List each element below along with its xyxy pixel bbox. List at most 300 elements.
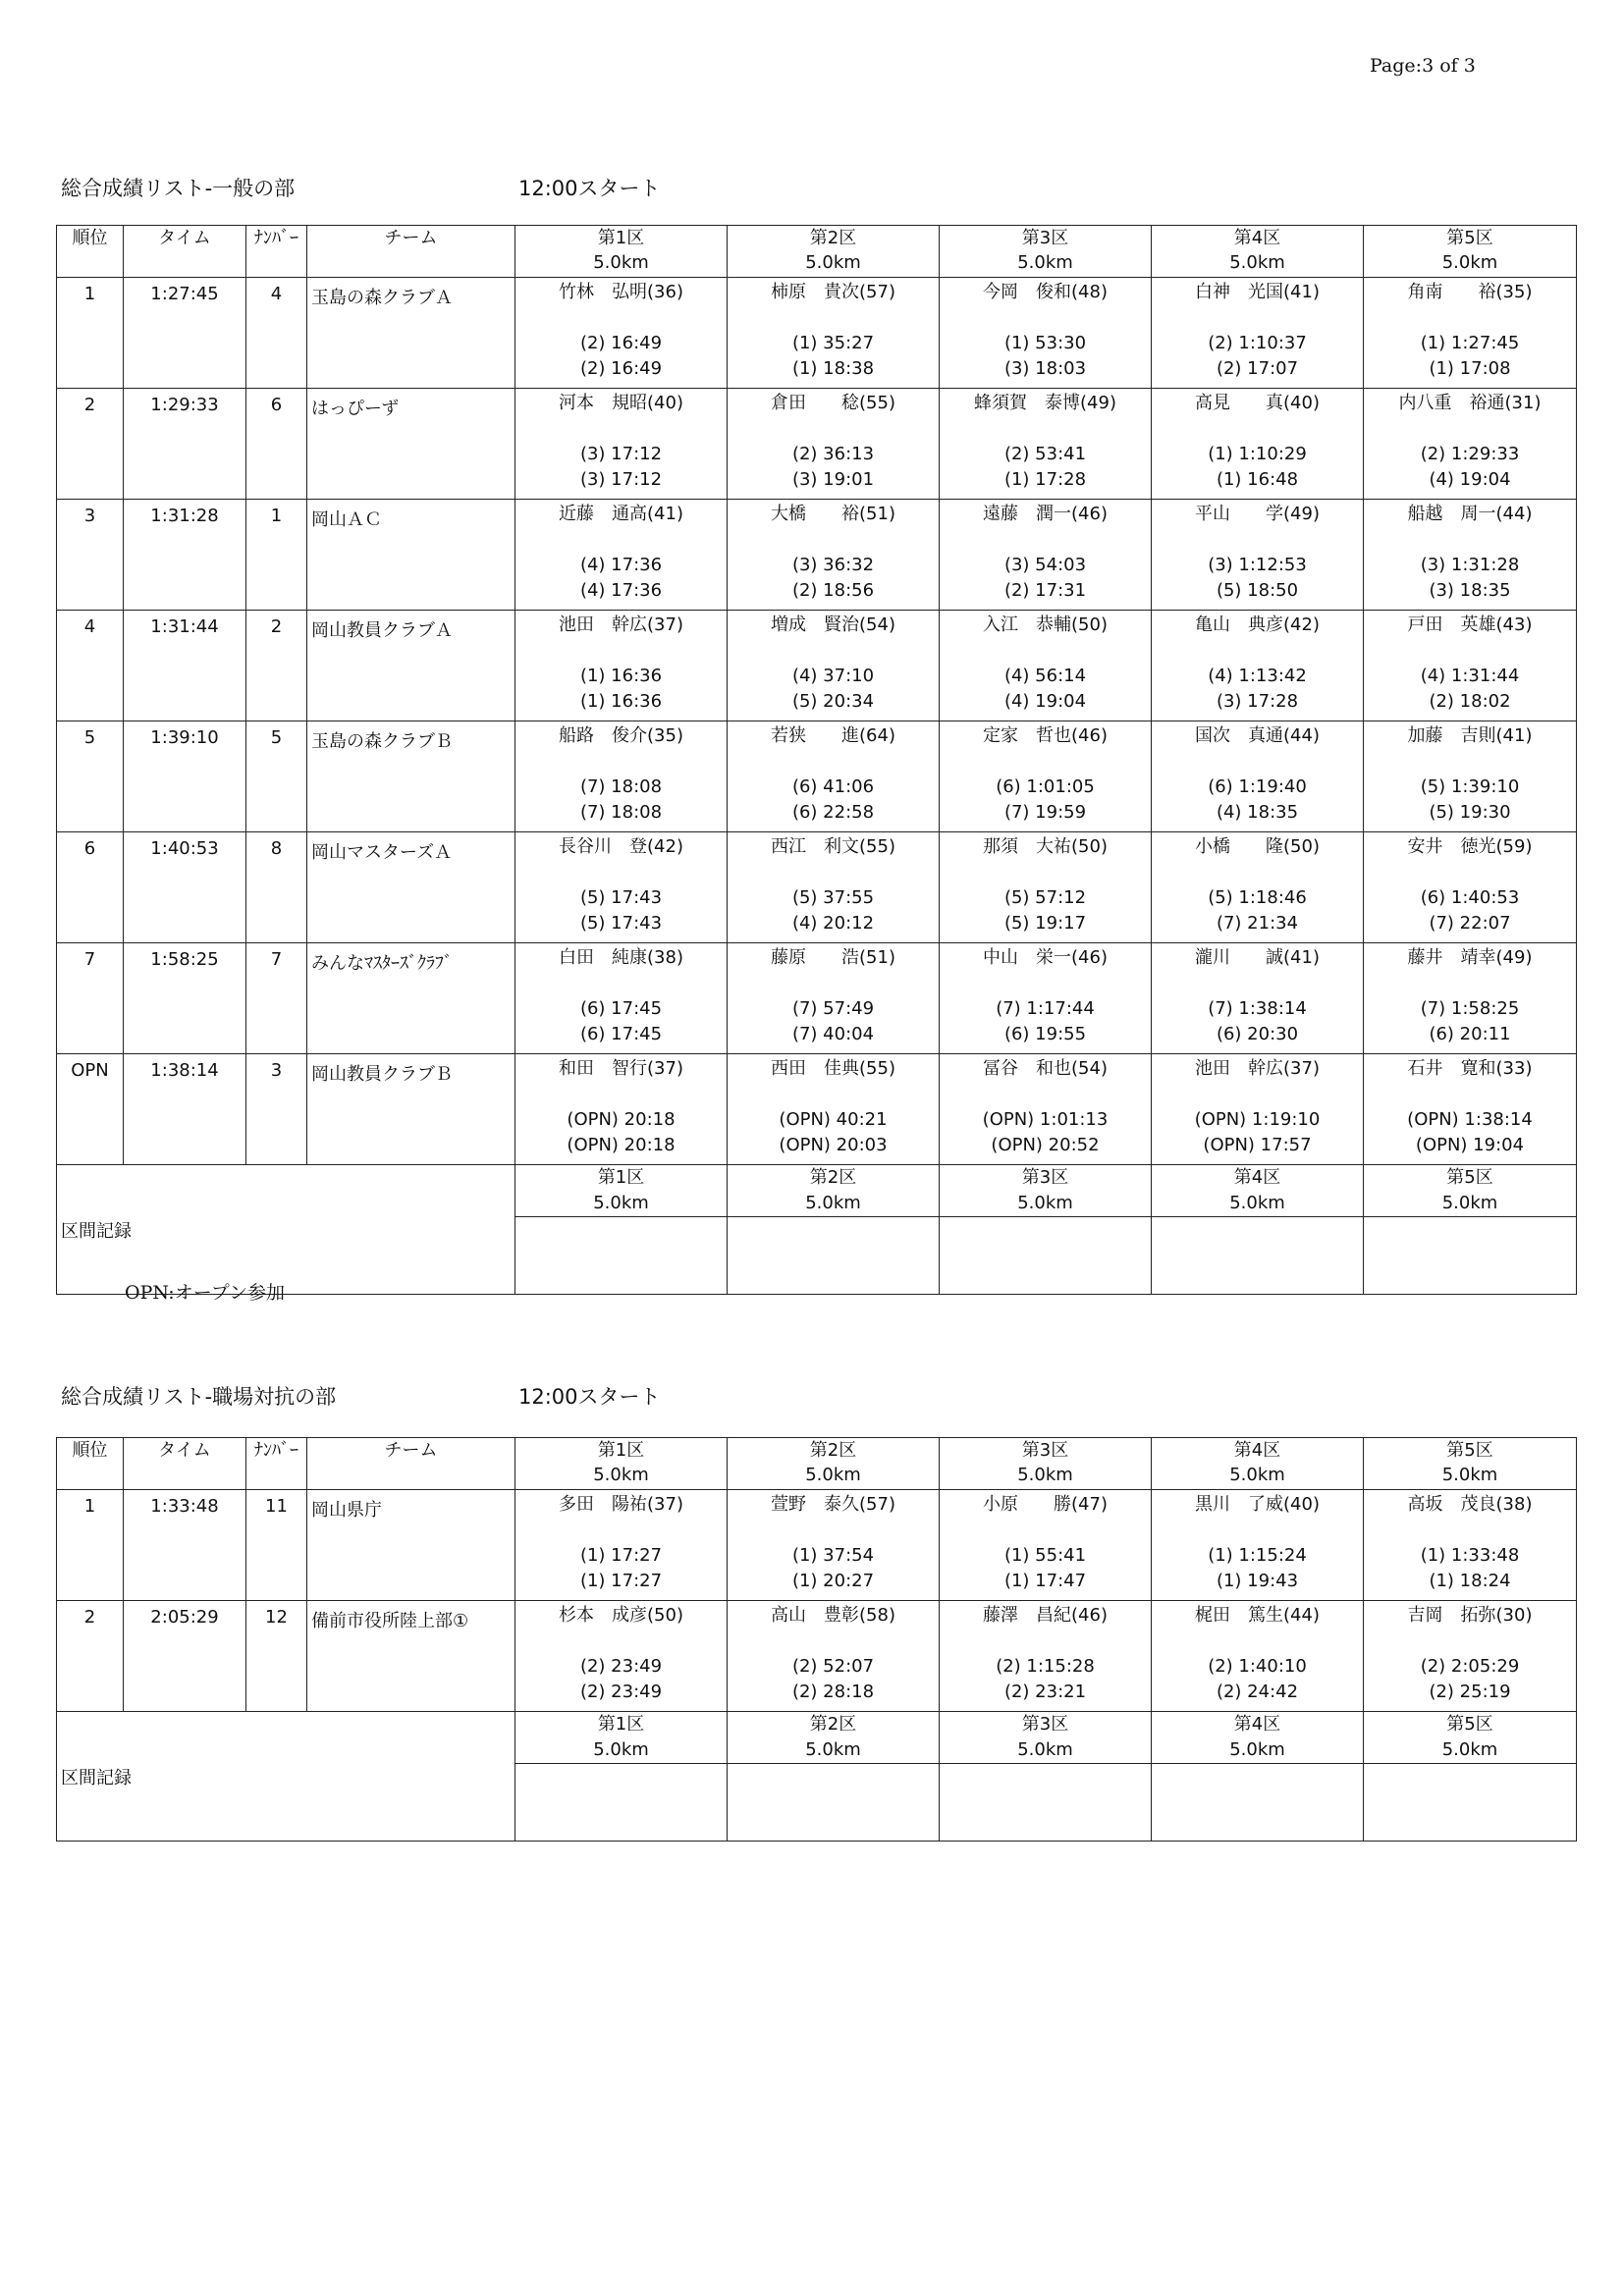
runner-name: 加藤 吉則(41) <box>1407 725 1533 746</box>
split-time: (4) 17:36 <box>579 580 663 601</box>
split-time: (2) 17:31 <box>1003 580 1087 601</box>
leg-name: 第5区 <box>1446 1440 1493 1461</box>
leg-distance: 5.0km <box>805 1465 861 1485</box>
leg-name: 第4区 <box>1233 1440 1281 1461</box>
runner-name: 近藤 通高(41) <box>559 504 683 524</box>
runner-name: 蜂須賀 泰博(49) <box>974 393 1116 413</box>
cumulative-time: (OPN) 20:18 <box>567 1109 676 1130</box>
split-time: (2) 18:02 <box>1429 691 1511 712</box>
leg-distance: 5.0km <box>1229 1465 1285 1485</box>
cumulative-time: (5) 1:39:10 <box>1420 776 1520 797</box>
runner-name: 戸田 英雄(43) <box>1407 614 1533 635</box>
leg-name: 第1区 <box>597 1714 645 1735</box>
runner-name: 藤井 靖幸(49) <box>1407 947 1533 968</box>
cumulative-time: (6) 17:45 <box>579 998 663 1019</box>
leg-name: 第1区 <box>597 1440 645 1461</box>
split-time: (OPN) 17:57 <box>1203 1135 1312 1155</box>
split-time: (3) 17:28 <box>1216 691 1299 712</box>
runner-name: 西田 佳典(55) <box>771 1058 895 1079</box>
header-team: チーム <box>307 226 515 278</box>
cumulative-time: (1) 17:27 <box>579 1545 663 1566</box>
runner-name: 高山 豊彰(58) <box>771 1605 895 1626</box>
section-record-label: 区間記録 <box>57 1712 515 1842</box>
leg-cell <box>940 1601 1152 1712</box>
split-time: (7) 18:08 <box>579 802 663 823</box>
runner-name: 白田 純康(38) <box>559 947 683 968</box>
leg-cell <box>1364 1601 1577 1712</box>
leg-name: 第4区 <box>1233 1714 1281 1735</box>
total-time-cell: 1:31:28 <box>124 500 246 611</box>
leg-distance: 5.0km <box>593 1739 649 1760</box>
leg-cell <box>515 1601 728 1712</box>
header-leg-5 <box>1364 1438 1577 1490</box>
runner-name: 内八重 裕通(31) <box>1398 393 1542 413</box>
table-row <box>57 1054 1577 1165</box>
leg-distance: 5.0km <box>1017 1465 1073 1485</box>
record-leg-header-2 <box>728 1165 940 1217</box>
record-cell-1 <box>515 1217 728 1295</box>
leg-distance: 5.0km <box>1441 1465 1498 1485</box>
runner-name: 石井 寛和(33) <box>1407 1058 1533 1079</box>
leg-cell <box>940 611 1152 721</box>
record-cell-3 <box>940 1764 1152 1842</box>
leg-cell <box>940 278 1152 389</box>
split-time: (7) 19:59 <box>1003 802 1087 823</box>
leg-distance: 5.0km <box>593 1193 649 1213</box>
split-time: (7) 22:07 <box>1429 913 1511 934</box>
results-table-general <box>56 225 1577 1295</box>
leg-distance: 5.0km <box>1229 1739 1285 1760</box>
cumulative-time: (3) 54:03 <box>1003 555 1087 575</box>
cumulative-time: (4) 1:31:44 <box>1420 666 1520 686</box>
header-row <box>57 226 1577 278</box>
leg-name: 第2区 <box>809 1714 857 1735</box>
team-cell: 岡山教員クラブＢ <box>307 1054 515 1165</box>
team-cell: はっぴーず <box>307 389 515 500</box>
leg-cell <box>940 1490 1152 1601</box>
leg-cell <box>515 611 728 721</box>
split-time: (OPN) 20:03 <box>779 1135 888 1155</box>
split-time: (1) 17:47 <box>1003 1571 1087 1591</box>
cumulative-time: (2) 2:05:29 <box>1420 1656 1520 1677</box>
cumulative-time: (4) 37:10 <box>791 666 875 686</box>
team-cell: 岡山県庁 <box>307 1490 515 1601</box>
header-leg-2 <box>728 1438 940 1490</box>
leg-cell <box>728 1490 940 1601</box>
runner-name: 西江 利文(55) <box>771 836 895 857</box>
table-row <box>57 611 1577 721</box>
leg-cell <box>515 278 728 389</box>
runner-name: 藤原 浩(51) <box>771 947 895 968</box>
split-time: (4) 20:12 <box>791 913 875 934</box>
table-row <box>57 389 1577 500</box>
split-time: (1) 18:38 <box>791 358 875 379</box>
runner-name: 白神 光国(41) <box>1195 282 1320 302</box>
cumulative-time: (OPN) 1:01:13 <box>982 1109 1109 1130</box>
rank-cell: 2 <box>57 389 124 500</box>
cumulative-time: (6) 41:06 <box>791 776 875 797</box>
header-leg-3 <box>940 226 1152 278</box>
leg-distance: 5.0km <box>1017 1193 1073 1213</box>
cumulative-time: (2) 16:49 <box>579 333 663 353</box>
runner-name: 河本 規昭(40) <box>559 393 683 413</box>
runner-name: 若狭 進(64) <box>771 725 895 746</box>
leg-cell <box>1364 943 1577 1054</box>
leg-distance: 5.0km <box>1229 252 1285 273</box>
leg-name: 第3区 <box>1021 1440 1069 1461</box>
leg-cell <box>728 832 940 943</box>
runner-name: 柿原 貴次(57) <box>771 282 895 302</box>
cumulative-time: (3) 36:32 <box>791 555 875 575</box>
split-time: (1) 17:28 <box>1003 469 1087 490</box>
split-time: (6) 20:11 <box>1429 1024 1511 1044</box>
runner-name: 瀧川 誠(41) <box>1195 947 1320 968</box>
leg-distance: 5.0km <box>593 252 649 273</box>
leg-distance: 5.0km <box>1441 252 1498 273</box>
leg-cell <box>1152 278 1364 389</box>
cumulative-time: (7) 1:58:25 <box>1420 998 1520 1019</box>
leg-cell <box>1364 500 1577 611</box>
runner-name: 杉本 成彦(50) <box>559 1605 683 1626</box>
split-time: (6) 19:55 <box>1003 1024 1087 1044</box>
table-row <box>57 1490 1577 1601</box>
split-time: (4) 18:35 <box>1216 802 1299 823</box>
section-title-general: 総合成績リスト-一般の部 <box>61 177 296 200</box>
split-time: (4) 19:04 <box>1429 469 1511 490</box>
header-time: タイム <box>124 226 246 278</box>
leg-cell <box>515 1054 728 1165</box>
leg-cell <box>940 500 1152 611</box>
split-time: (5) 19:30 <box>1429 802 1511 823</box>
cumulative-time: (2) 1:15:28 <box>996 1656 1095 1677</box>
runner-name: 船路 俊介(35) <box>559 725 683 746</box>
section-record-label: 区間記録 <box>57 1165 515 1295</box>
runner-name: 亀山 典彦(42) <box>1195 614 1320 635</box>
table-row <box>57 832 1577 943</box>
results-table-workplace <box>56 1437 1577 1842</box>
page-number: Page:3 of 3 <box>1370 55 1476 77</box>
split-time: (5) 20:34 <box>791 691 875 712</box>
cumulative-time: (7) 1:17:44 <box>996 998 1095 1019</box>
leg-cell <box>940 832 1152 943</box>
leg-cell <box>940 943 1152 1054</box>
leg-cell <box>1152 943 1364 1054</box>
record-leg-header-2 <box>728 1712 940 1764</box>
record-leg-header-5 <box>1364 1712 1577 1764</box>
header-leg-4 <box>1152 1438 1364 1490</box>
runner-name: 冨谷 和也(54) <box>983 1058 1108 1079</box>
leg-name: 第2区 <box>809 1440 857 1461</box>
leg-cell <box>1152 500 1364 611</box>
section-record-header-row <box>57 1712 1577 1764</box>
leg-cell <box>1364 389 1577 500</box>
runner-name: 池田 幹広(37) <box>559 614 683 635</box>
header-leg-2 <box>728 226 940 278</box>
section-start-workplace: 12:00スタート <box>518 1385 661 1409</box>
split-time: (6) 22:58 <box>791 802 875 823</box>
leg-cell <box>1152 389 1364 500</box>
header-row <box>57 1438 1577 1490</box>
bib-number-cell: 12 <box>246 1601 307 1712</box>
cumulative-time: (2) 52:07 <box>791 1656 875 1677</box>
leg-cell <box>515 500 728 611</box>
runner-name: 入江 恭輔(50) <box>983 614 1108 635</box>
table-row <box>57 500 1577 611</box>
cumulative-time: (7) 18:08 <box>579 776 663 797</box>
runner-name: 倉田 稔(55) <box>771 393 895 413</box>
cumulative-time: (1) 1:27:45 <box>1420 333 1520 353</box>
leg-cell <box>515 1490 728 1601</box>
record-leg-header-1 <box>515 1712 728 1764</box>
leg-name: 第3区 <box>1021 228 1069 248</box>
record-cell-2 <box>728 1764 940 1842</box>
header-rank: 順位 <box>57 226 124 278</box>
team-cell: 玉島の森クラブＡ <box>307 278 515 389</box>
header-team: チーム <box>307 1438 515 1490</box>
leg-cell <box>728 278 940 389</box>
cumulative-time: (1) 1:15:24 <box>1208 1545 1307 1566</box>
header-leg-4 <box>1152 226 1364 278</box>
cumulative-time: (1) 1:33:48 <box>1420 1545 1520 1566</box>
split-time: (OPN) 19:04 <box>1415 1135 1525 1155</box>
cumulative-time: (2) 53:41 <box>1003 444 1087 464</box>
header-leg-5 <box>1364 226 1577 278</box>
cumulative-time: (4) 1:13:42 <box>1208 666 1307 686</box>
record-cell-5 <box>1364 1764 1577 1842</box>
leg-cell <box>1364 611 1577 721</box>
rank-cell: OPN <box>57 1054 124 1165</box>
record-cell-5 <box>1364 1217 1577 1295</box>
section-record-header-row <box>57 1165 1577 1217</box>
cumulative-time: (7) 1:38:14 <box>1208 998 1307 1019</box>
cumulative-time: (1) 53:30 <box>1003 333 1087 353</box>
split-time: (6) 20:30 <box>1216 1024 1299 1044</box>
leg-cell <box>1152 1601 1364 1712</box>
cumulative-time: (1) 35:27 <box>791 333 875 353</box>
team-cell: 玉島の森クラブＢ <box>307 721 515 832</box>
runner-name: 多田 陽祐(37) <box>559 1494 683 1515</box>
leg-cell <box>1364 721 1577 832</box>
team-cell: 岡山マスターズＡ <box>307 832 515 943</box>
split-time: (OPN) 20:52 <box>991 1135 1100 1155</box>
split-time: (5) 17:43 <box>579 913 663 934</box>
runner-name: 那須 大祐(50) <box>983 836 1108 857</box>
runner-name: 黒川 了威(40) <box>1195 1494 1320 1515</box>
bib-number-cell: 3 <box>246 1054 307 1165</box>
runner-name: 今岡 俊和(48) <box>983 282 1108 302</box>
leg-cell <box>728 721 940 832</box>
header-rank: 順位 <box>57 1438 124 1490</box>
leg-name: 第5区 <box>1446 1167 1493 1188</box>
cumulative-time: (3) 17:12 <box>579 444 663 464</box>
cumulative-time: (OPN) 40:21 <box>779 1109 888 1130</box>
runner-name: 大橋 裕(51) <box>771 504 895 524</box>
split-time: (1) 20:27 <box>791 1571 875 1591</box>
rank-cell: 6 <box>57 832 124 943</box>
runner-name: 定家 哲也(46) <box>983 725 1108 746</box>
runner-name: 角南 裕(35) <box>1407 282 1533 302</box>
bib-number-cell: 4 <box>246 278 307 389</box>
split-time: (2) 23:49 <box>579 1682 663 1702</box>
leg-distance: 5.0km <box>1017 1739 1073 1760</box>
section-start-general: 12:00スタート <box>518 177 661 200</box>
leg-cell <box>1152 611 1364 721</box>
runner-name: 中山 栄一(46) <box>983 947 1108 968</box>
cumulative-time: (5) 57:12 <box>1003 887 1087 908</box>
header-number: ﾅﾝﾊﾞｰ <box>246 1438 307 1490</box>
cumulative-time: (2) 23:49 <box>579 1656 663 1677</box>
cumulative-time: (3) 1:31:28 <box>1420 555 1520 575</box>
runner-name: 池田 幹広(37) <box>1195 1058 1320 1079</box>
record-leg-header-4 <box>1152 1165 1364 1217</box>
leg-distance: 5.0km <box>1017 252 1073 273</box>
leg-cell <box>728 1054 940 1165</box>
runner-name: 遠藤 潤一(46) <box>983 504 1108 524</box>
record-leg-header-1 <box>515 1165 728 1217</box>
cumulative-time: (6) 1:19:40 <box>1208 776 1307 797</box>
leg-cell <box>940 389 1152 500</box>
total-time-cell: 1:31:44 <box>124 611 246 721</box>
split-time: (1) 16:36 <box>579 691 663 712</box>
leg-cell <box>1364 1490 1577 1601</box>
split-time: (1) 19:43 <box>1216 1571 1299 1591</box>
leg-name: 第4区 <box>1233 1167 1281 1188</box>
split-time: (6) 17:45 <box>579 1024 663 1044</box>
split-time: (1) 18:24 <box>1429 1571 1511 1591</box>
cumulative-time: (OPN) 1:19:10 <box>1194 1109 1321 1130</box>
total-time-cell: 1:39:10 <box>124 721 246 832</box>
runner-name: 小橋 隆(50) <box>1195 836 1320 857</box>
runner-name: 萱野 泰久(57) <box>771 1494 895 1515</box>
leg-name: 第3区 <box>1021 1714 1069 1735</box>
cumulative-time: (2) 36:13 <box>791 444 875 464</box>
split-time: (3) 18:35 <box>1429 580 1511 601</box>
record-leg-header-3 <box>940 1165 1152 1217</box>
cumulative-time: (1) 55:41 <box>1003 1545 1087 1566</box>
rank-cell: 7 <box>57 943 124 1054</box>
leg-cell <box>515 832 728 943</box>
leg-cell <box>728 500 940 611</box>
split-time: (3) 19:01 <box>791 469 875 490</box>
split-time: (1) 17:27 <box>579 1571 663 1591</box>
runner-name: 吉岡 拓弥(30) <box>1407 1605 1533 1626</box>
runner-name: 小原 勝(47) <box>983 1494 1108 1515</box>
leg-name: 第2区 <box>809 228 857 248</box>
leg-cell <box>728 943 940 1054</box>
total-time-cell: 1:58:25 <box>124 943 246 1054</box>
cumulative-time: (1) 16:36 <box>579 666 663 686</box>
rank-cell: 1 <box>57 1490 124 1601</box>
leg-name: 第3区 <box>1021 1167 1069 1188</box>
leg-cell <box>728 1601 940 1712</box>
leg-distance: 5.0km <box>805 252 861 273</box>
split-time: (2) 28:18 <box>791 1682 875 1702</box>
runner-name: 長谷川 登(42) <box>559 836 683 857</box>
split-time: (4) 19:04 <box>1003 691 1087 712</box>
rank-cell: 1 <box>57 278 124 389</box>
cumulative-time: (5) 1:18:46 <box>1208 887 1307 908</box>
header-number: ﾅﾝﾊﾞｰ <box>246 226 307 278</box>
leg-cell <box>1364 832 1577 943</box>
cumulative-time: (2) 1:10:37 <box>1208 333 1307 353</box>
split-time: (2) 24:42 <box>1216 1682 1299 1702</box>
leg-cell <box>515 389 728 500</box>
rank-cell: 5 <box>57 721 124 832</box>
leg-distance: 5.0km <box>1441 1193 1498 1213</box>
leg-cell <box>1364 278 1577 389</box>
header-leg-1 <box>515 1438 728 1490</box>
leg-cell <box>940 1054 1152 1165</box>
leg-distance: 5.0km <box>593 1465 649 1485</box>
cumulative-time: (6) 1:40:53 <box>1420 887 1520 908</box>
runner-name: 船越 周一(44) <box>1407 504 1533 524</box>
leg-name: 第5区 <box>1446 1714 1493 1735</box>
total-time-cell: 1:38:14 <box>124 1054 246 1165</box>
cumulative-time: (2) 1:29:33 <box>1420 444 1520 464</box>
runner-name: 安井 徳光(59) <box>1407 836 1533 857</box>
bib-number-cell: 2 <box>246 611 307 721</box>
rank-cell: 2 <box>57 1601 124 1712</box>
leg-name: 第1区 <box>597 228 645 248</box>
record-cell-2 <box>728 1217 940 1295</box>
cumulative-time: (1) 1:10:29 <box>1208 444 1307 464</box>
bib-number-cell: 7 <box>246 943 307 1054</box>
record-leg-header-5 <box>1364 1165 1577 1217</box>
leg-distance: 5.0km <box>1229 1193 1285 1213</box>
record-leg-header-3 <box>940 1712 1152 1764</box>
leg-cell <box>1152 721 1364 832</box>
split-time: (3) 17:12 <box>579 469 663 490</box>
record-cell-4 <box>1152 1217 1364 1295</box>
leg-cell <box>728 389 940 500</box>
split-time: (7) 21:34 <box>1216 913 1299 934</box>
leg-cell <box>1364 1054 1577 1165</box>
total-time-cell: 1:33:48 <box>124 1490 246 1601</box>
table-row <box>57 1601 1577 1712</box>
runner-name: 高見 真(40) <box>1195 393 1320 413</box>
rank-cell: 3 <box>57 500 124 611</box>
split-time: (5) 19:17 <box>1003 913 1087 934</box>
cumulative-time: (5) 37:55 <box>791 887 875 908</box>
cumulative-time: (4) 17:36 <box>579 555 663 575</box>
runner-name: 和田 智行(37) <box>559 1058 683 1079</box>
section-title-workplace: 総合成績リスト-職場対抗の部 <box>61 1385 337 1409</box>
cumulative-time: (2) 1:40:10 <box>1208 1656 1307 1677</box>
leg-name: 第5区 <box>1446 228 1493 248</box>
header-leg-3 <box>940 1438 1152 1490</box>
runner-name: 国次 真通(44) <box>1195 725 1320 746</box>
leg-cell <box>728 611 940 721</box>
leg-cell <box>1152 1490 1364 1601</box>
split-time: (2) 18:56 <box>791 580 875 601</box>
cumulative-time: (5) 17:43 <box>579 887 663 908</box>
split-time: (2) 23:21 <box>1003 1682 1087 1702</box>
runner-name: 平山 学(49) <box>1195 504 1320 524</box>
table-row <box>57 721 1577 832</box>
bib-number-cell: 11 <box>246 1490 307 1601</box>
split-time: (1) 16:48 <box>1216 469 1299 490</box>
leg-name: 第1区 <box>597 1167 645 1188</box>
leg-distance: 5.0km <box>805 1193 861 1213</box>
split-time: (3) 18:03 <box>1003 358 1087 379</box>
header-time: タイム <box>124 1438 246 1490</box>
cumulative-time: (1) 37:54 <box>791 1545 875 1566</box>
cumulative-time: (7) 57:49 <box>791 998 875 1019</box>
bib-number-cell: 1 <box>246 500 307 611</box>
leg-cell <box>940 721 1152 832</box>
total-time-cell: 2:05:29 <box>124 1601 246 1712</box>
total-time-cell: 1:27:45 <box>124 278 246 389</box>
